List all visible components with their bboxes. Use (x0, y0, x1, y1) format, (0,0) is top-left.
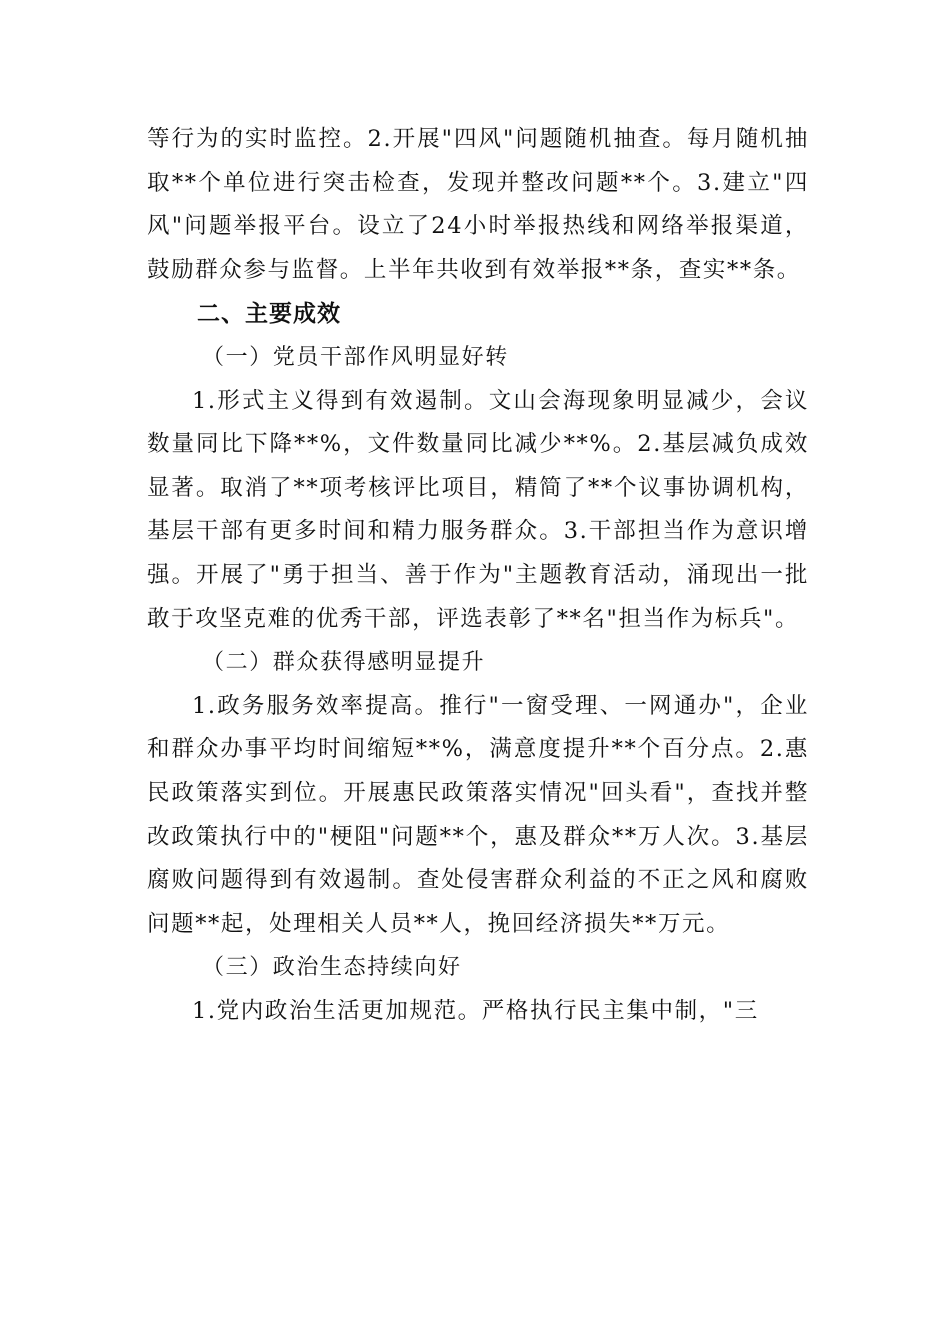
subsection-heading-cadre-style: （一）党员干部作风明显好转 (202, 344, 509, 370)
paragraph-cadre-style: 1.形式主义得到有效遏制。文山会海现象明显减少，会议数量同比下降**%，文件数量同比减少**%。2.基层减负成效显著。取消了**项考核评比项目，精简了**个议事协调机构，基层干部有更多时间和精力服务群众。3.干部担当作为意识增强。开展了"勇于担当、善于作为"主题教育活动，涌现出一批敢于攻坚克难的优秀干部，评选表彰了**名"担当作为标兵"。 (147, 387, 809, 632)
document-page (147, 118, 809, 1033)
intro-paragraph: 等行为的实时监控。2.开展"四风"问题随机抽查。每月随机抽取**个单位进行突击检查，发现并整改问题**个。3.建立"四风"问题举报平台。设立了24小时举报热线和网络举报渠道，鼓励群众参与监督。上半年共收到有效举报**条，查实**条。 (147, 126, 809, 283)
subsection-heading-political-ecology: （三）政治生态持续向好 (202, 955, 462, 981)
section-heading-main-results: 二、主要成效 (197, 300, 341, 328)
paragraph-political-ecology: 1.党内政治生活更加规范。严格执行民主集中制，"三 (192, 997, 759, 1024)
subsection-heading-public-gain: （二）群众获得感明显提升 (202, 650, 486, 676)
paragraph-public-gain: 1.政务服务效率提高。推行"一窗受理、一网通办"，企业和群众办事平均时间缩短**%，满意度提升**个百分点。2.惠民政策落实到位。开展惠民政策落实情况"回头看"，查找并整改政策执行中的"梗阻"问题**个，惠及群众**万人次。3.基层腐败问题得到有效遏制。查处侵害群众利益的不正之风和腐败问题**起，处理相关人员**人，挽回经济损失**万元。 (147, 692, 809, 937)
